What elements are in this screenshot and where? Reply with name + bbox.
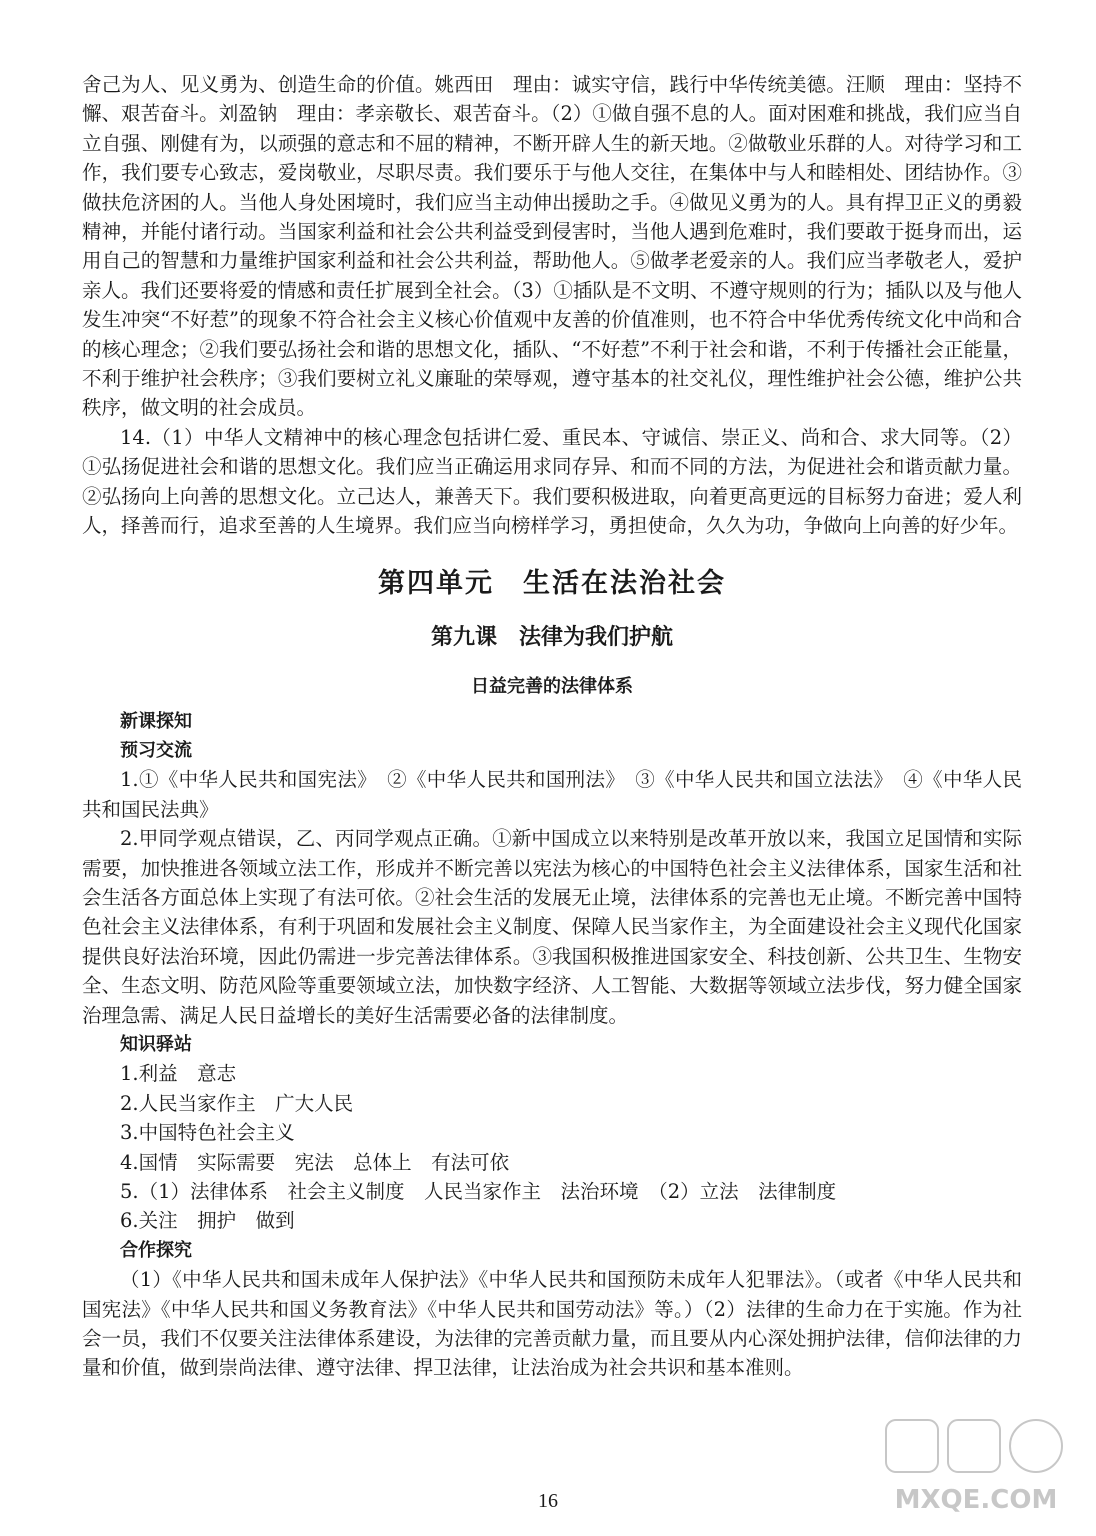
answer-page — [82, 70, 1022, 1383]
q14-answer: 14.（1）中华人文精神中的核心理念包括讲仁爱、重民本、守诚信、崇正义、尚和合、求大同等。（2）①弘扬促进社会和谐的思想文化。我们应当正确运用求同存异、和而不同的方法，为促进社会和谐贡献力量。②弘扬向上向善的思想文化。立己达人，兼善天下。我们要积极进取，向着更高更远的目标努力奋进；爱人利人，择善而行，追求至善的人生境界。我们应当向榜样学习，勇担使命，久久为功，争做向上向善的好少年。 — [82, 425, 1022, 538]
new-lesson-heading: 新课探知 — [120, 710, 192, 732]
knowledge-item-3: 3.中国特色社会主义 — [120, 1121, 295, 1145]
knowledge-item-5: 5.（1）法律体系 社会主义制度 人民当家作主 法治环境 （2）立法 法律制度 — [120, 1180, 837, 1203]
preview-q2: 2.甲同学观点错误，乙、丙同学观点正确。①新中国成立以来特别是改革开放以来，我国立足国情和实际需要，加快推进各领域立法工作，形成并不断完善以宪法为核心的中国特色社会主义法律体系，国家生活和社会生活各方面总体上实现了有法可依。②社会生活的发展无止境，法律体系的完善也无止境。不断完善中国特色社会主义法律体系，有利于巩固和发展社会主义制度、保障人民当家作主，为全面建设社会主义现代化国家提供良好法治环境，因此仍需进一步完善法律体系。③我国积极推进国家安全、科技创新、公共卫生、生物安全、生态文明、防范风险等重要领域立法，加快数字经济、人工智能、大数据等领域立法步伐，努力健全国家治理急需、满足人民日益增长的美好生活需要必备的法律制度。 — [82, 827, 1022, 1027]
q13-continuation: 舍己为人、见义勇为、创造生命的价值。姚西田 理由：诚实守信，践行中华传统美德。汪顺 理由：坚持不懈、艰苦奋斗。刘盈钠 理由：孝亲敬长、艰苦奋斗。（2）①做自强不息的人。面对困难和挑战，我们应当自立自强、刚健有为，以顽强的意志和不屈的精神，不断开辟人生的新天地。②做敬业乐群的人。对待学习和工作，我们要专心致志，爱岗敬业，尽职尽责。我们要乐于与他人交往，在集体中与人和睦相处、团结协作。③做扶危济困的人。当他人身处困境时，我们应当主动伸出援助之手。④做见义勇为的人。具有捍卫正义的勇毅精神，并能付诸行动。当国家利益和社会公共利益受到侵害时，当他人遇到危难时，我们要敢于挺身而出，运用自己的智慧和力量维护国家利益和社会公共利益，帮助他人。⑤做孝老爱亲的人。我们应当孝敬老人，爱护亲人。我们还要将爱的情感和责任扩展到全社会。（3）①插队是不文明、不遵守规则的行为；插队以及与他人发生冲突“不好惹”的现象不符合社会主义核心价值观中友善的价值准则，也不符合中华优秀传统文化中尚和合的核心理念；②我们要弘扬社会和谐的思想文化，插队、“不好惹”不利于社会和谐，不利于传播社会正能量，不利于维护社会秩序；③我们要树立礼义廉耻的荣辱观，遵守基本的社交礼仪，理性维护社会公德，维护公共秩序，做文明的社会成员。 — [82, 73, 1022, 420]
unit-title: 第四单元 生活在法治社会 — [378, 567, 726, 599]
cooperation-answer: （1）《中华人民共和国未成年人保护法》《中华人民共和国预防未成年人犯罪法》。（或者《中华人民共和国宪法》《中华人民共和国义务教育法》《中华人民共和国劳动法》等。）（2）法律的生命力在于实施。作为社会一员，我们不仅要关注法律体系建设，为法律的完善贡献力量，而且要从内心深处拥护法律，信仰法律的力量和价值，做到崇尚法律、遵守法律、捍卫法律，让法治成为社会共识和基本准则。 — [82, 1268, 1022, 1380]
knowledge-item-4: 4.国情 实际需要 宪法 总体上 有法可依 — [120, 1150, 510, 1174]
cooperation-heading: 合作探究 — [120, 1239, 192, 1261]
svg-text:MXQE.COM: MXQE.COM — [894, 1485, 1058, 1515]
lesson-title: 第九课 法律为我们护航 — [430, 624, 673, 650]
watermark-logo — [876, 1412, 1076, 1522]
knowledge-item-6: 6.关注 拥护 做到 — [120, 1209, 295, 1233]
knowledge-heading: 知识驿站 — [120, 1033, 192, 1055]
knowledge-item-2: 2.人民当家作主 广大人民 — [120, 1091, 354, 1115]
page-number: 16 — [538, 1490, 558, 1512]
section-title: 日益完善的法律体系 — [471, 675, 633, 697]
preview-heading: 预习交流 — [120, 739, 192, 761]
preview-q1: 1.①《中华人民共和国宪法》 ②《中华人民共和国刑法》 ③《中华人民共和国立法法》 ④《中华人民共和国民法典》 — [82, 768, 1022, 821]
knowledge-item-1: 1.利益 意志 — [120, 1062, 237, 1086]
